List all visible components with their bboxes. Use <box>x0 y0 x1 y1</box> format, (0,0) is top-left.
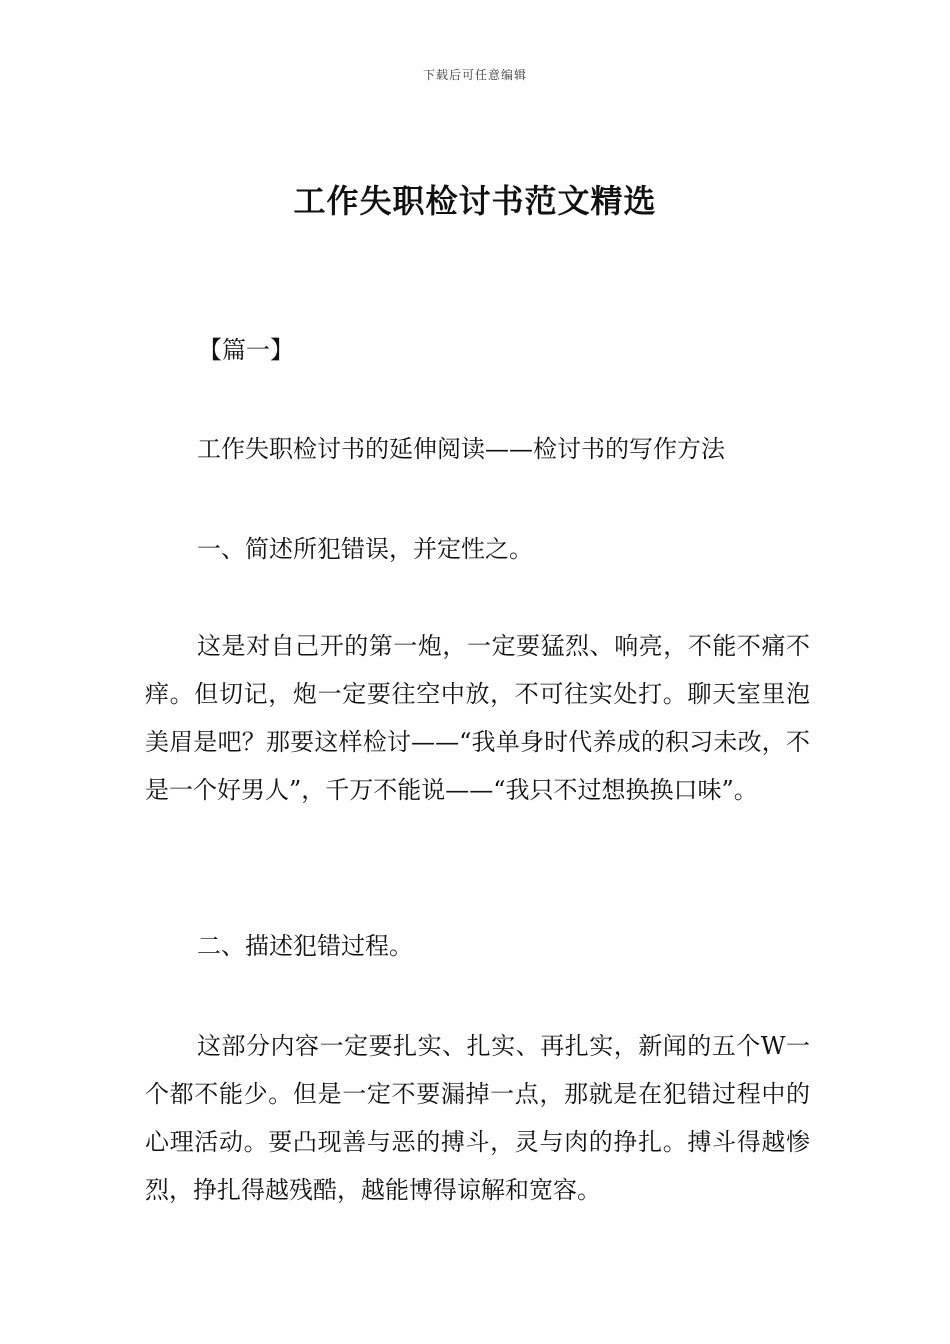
page-header-note: 下载后可任意编辑 <box>422 68 527 82</box>
body-paragraph-two: 这部分内容一定要扎实、扎实、再扎实，新闻的五个W一个都不能少。但是一定不要漏掉一点，那就是在犯错过程中的心理活动。要凸现善与恶的搏斗，灵与肉的挣扎。搏斗得越惨烈，挣扎得越残酷，越能博得谅解和宽容。 <box>145 1032 810 1204</box>
heading-one: 一、简述所犯错误，并定性之。 <box>197 535 533 563</box>
heading-two: 二、描述犯错过程。 <box>197 932 413 960</box>
document-title: 工作失职检讨书范文精选 <box>293 182 657 220</box>
body-paragraph-one: 这是对自己开的第一炮，一定要猛烈、响亮，不能不痛不痒。但切记，炮一定要往空中放，不可往实处打。聊天室里泡美眉是吧？那要这样检讨——“我单身时代养成的积习未改，不是一个好男人”，千万不能说——“我只不过想换换口味”。 <box>145 632 810 804</box>
subtitle-paragraph: 工作失职检讨书的延伸阅读——检讨书的写作方法 <box>197 435 725 463</box>
section-tag: 【篇一】 <box>198 336 294 364</box>
